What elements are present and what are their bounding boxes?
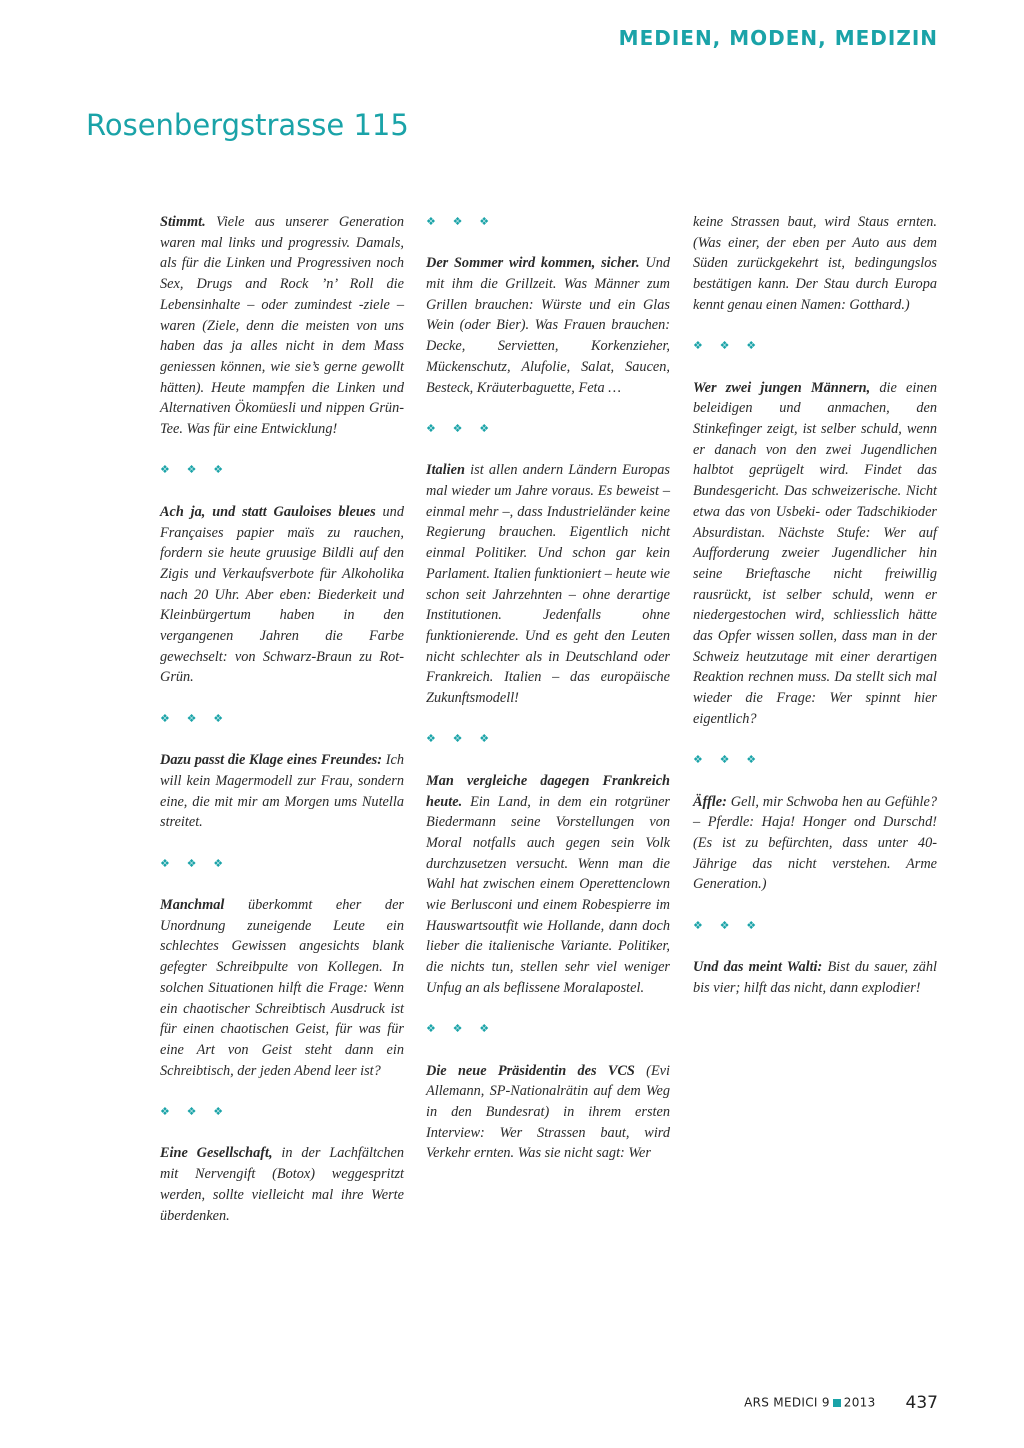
paragraph-lead: Dazu passt die Klage eines Freundes: [160,752,382,769]
text-column-1 [160,212,404,1247]
paragraph-text: in der Lachfältchen mit Nervengift (Botox) weggespritzt werden, sollte vielleicht mal ihre Werte überdenken. [160,1145,404,1224]
paragraph-text: Viele aus unserer Generation waren mal links und progressiv. Damals, als für die Linken und Progressiven noch Sex, Drugs and Rock ’n’ Roll die Lebensinhalte – oder zumindest -ziele – waren (Ziele, denn die meisten von uns haben das ja alles nicht in dem Mass geniessen können, wie sie’s gerne gewollt hätten). Heute mampfen die Linken und Alternativen Ökomüesli und nippen Grün-Tee. Was für eine Entwicklung! [160,214,404,438]
paragraph-lead: Äffle: [693,793,727,810]
separator-ornament: ❖ ❖ ❖ [426,422,497,435]
separator-ornament: ❖ ❖ ❖ [426,216,497,228]
separator-ornament: ❖ ❖ ❖ [160,857,231,870]
paragraph-text: Und mit ihm die Grillzeit. Was Männer zum Grillen brauchen: Würste und ein Glas Wein (oder Bier). Was Frauen brauchen: Decke, Servietten, Korkenzieher, Mückenschutz, Alufolie, Salat, Saucen, Besteck, Kräuterbaguette, Feta … [426,255,670,396]
separator-ornament: ❖ ❖ ❖ [693,919,764,932]
paragraph [160,502,404,688]
paragraph-text: und Françaises papier maïs zu rauchen, fordern sie heute gruusige Bildli auf den Zigis und Verkaufsverbote für Alkoholika nach 20 Uhr. Aber eben: Biederkeit und Kleinbürgertum haben in den vergangenen Jahren die Farbe gewechselt: von Schwarz-Braun zu Rot-Grün. [160,503,404,686]
paragraph-text: Ich will kein Magermodell zur Frau, sondern eine, die mit mir am Morgen ums Nutella streitet. [160,752,404,831]
separator-ornament: ❖ ❖ ❖ [693,754,764,767]
paragraph-lead: Eine Gesellschaft, [160,1145,273,1162]
page-footer [744,1392,938,1413]
paragraph-text: keine Strassen baut, wird Staus ernten. (Was einer, der eben per Auto aus dem Süden zurückgekehrt ist, bedingungslos bestätigen kann. Der Stau durch Europa kennt genau einen Namen: Gotthard.) [693,214,937,313]
square-icon [833,1399,841,1407]
paragraph-lead: Stimmt. [160,214,206,230]
paragraph-lead: Manchmal [160,897,225,914]
paragraph-text: (Evi Allemann, SP-Nationalrätin auf dem Weg in den Bundesrat) in ihrem ersten Interview: Wer Strassen baut, wird Verkehr ernten. Was sie nicht sagt: Wer [426,1062,670,1162]
journal-year: 2013 [843,1395,876,1410]
paragraph-text: Gell, mir Schwoba hen au Gefühle? – Pferdle: Haja! Honger ond Durschd! (Es ist zu befürchten, dass unter 40-Jährige das nicht verstehen. Arme Generation.) [693,793,937,893]
paragraph-lead: Die neue Präsidentin des VCS [426,1062,635,1079]
paragraph-text: ist allen andern Ländern Europas mal wieder um Jahre voraus. Es beweist – einmal mehr –, dass Industrieländer keine Regierung brauchen. Eigentlich nicht einmal Politiker. Und schon gar kein Parlament. Italien funktioniert – heute wie schon seit Jahrzehnten – ohne derartige Institutionen. Jedenfalls ohne funktionierende. Und es geht den Leuten nicht schlechter als in Deutschland oder Frankreich. Italien – das europäische Zukunftsmodell! [426,462,670,707]
separator-ornament: ❖ ❖ ❖ [160,1106,231,1119]
paragraph-text: Ein Land, in dem ein rotgrüner Biedermann seine Vorstellungen von Moral notfalls auch gegen sein Volk durchzusetzen versucht. Wenn man die Wahl hat zwischen einem Operettenclown wie Berlusconi und einem Robespierre im Hauswartsoutfit wie Hollande, dann doch lieber die italienische Variante. Politiker, die nichts tun, stellen sehr viel weniger Unfug an als beflissene Moralapostel. [426,793,670,996]
text-column-2 [426,212,670,1185]
paragraph-lead: Wer zwei jungen Männern, [693,379,871,396]
separator-ornament: ❖ ❖ ❖ [693,340,764,353]
paragraph [160,750,404,833]
journal-name: ARS MEDICI 9 [744,1395,830,1410]
paragraph [160,212,404,440]
paragraph [160,1143,404,1226]
paragraph-text: Bist du sauer, zähl bis vier; hilft das nicht, dann explodier! [693,959,937,996]
separator-ornament: ❖ ❖ ❖ [426,1023,497,1036]
paragraph [693,378,937,730]
paragraph-lead: Und das meint Walti: [693,959,823,976]
page-title: Rosenbergstrasse 115 [86,108,409,142]
paragraph [426,460,670,708]
paragraph [693,792,937,896]
paragraph-lead: Italien [426,462,465,479]
page-number: 437 [905,1392,938,1413]
paragraph-lead: Man vergleiche dagegen Frankreich heute. [426,772,670,810]
paragraph [426,253,670,398]
paragraph [693,212,937,316]
paragraph-text: überkommt eher der Unordnung zuneigende Leute ein schlechtes Gewissen angesichts blank gefegter Schreibpulte von Kollegen. In solchen Situationen hilft die Frage: Wenn ein chaotischer Schreibtisch Ausdruck ist für einen chaotischen Geist, für was für eine Art von Geist steht dann ein Schreibtisch, der jeden Abend leer ist? [160,897,404,1079]
separator-ornament: ❖ ❖ ❖ [160,712,231,725]
paragraph [426,1061,670,1165]
paragraph-lead: Ach ja, und statt Gauloises bleues [160,503,376,520]
separator-ornament: ❖ ❖ ❖ [426,733,497,746]
paragraph [693,957,937,998]
paragraph-lead: Der Sommer wird kommen, sicher. [426,255,640,272]
section-header: MEDIEN, MODEN, MEDIZIN [618,26,938,50]
paragraph [426,771,670,999]
text-column-3 [693,212,937,1019]
separator-ornament: ❖ ❖ ❖ [160,464,231,477]
paragraph [160,895,404,1081]
paragraph-text: die einen beleidigen und anmachen, den Stinkefinger zeigt, ist selber schuld, wenn er danach von den zwei Jugendlichen halbtot geprügelt wird. Findet das Bundesgericht. Das schweizerische. Nicht etwa das von Usbeki- oder Tadschikioder Absurdistan. Nächste Stufe: Wer auf Aufforderung zweier Jugendlicher hin seine Brieftasche nicht freiwillig rausrückt, ist selber schuld, wenn er niedergestochen wird, schliesslich hätte das Opfer wissen sollen, dass man in der Schweiz heutzutage mit einer derartigen Reaktion rechnen muss. Da stellt sich mal wieder die Frage: Wer spinnt hier eigentlich? [693,379,937,727]
